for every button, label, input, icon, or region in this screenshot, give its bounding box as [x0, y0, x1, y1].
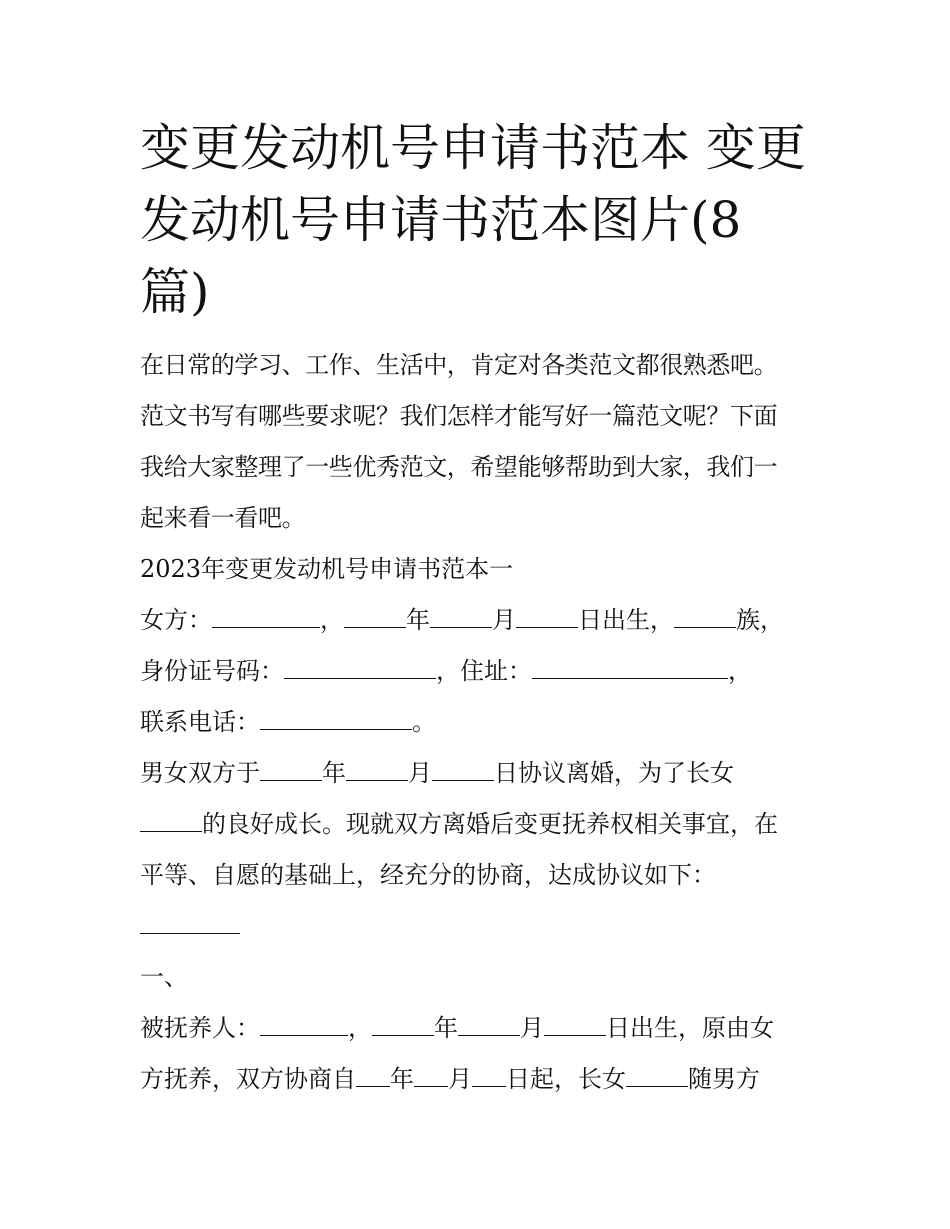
- start-year-blank: [356, 1064, 390, 1087]
- intro-line-4: 起来看一看吧。: [140, 504, 306, 532]
- dependent-line-1: [140, 1003, 820, 1054]
- agreement-line-3: 平等、自愿的基础上，经充分的协商，达成协议如下：: [140, 861, 716, 889]
- phone-blank: [260, 707, 412, 730]
- id-number-label: 身份证号码：: [140, 657, 284, 685]
- separator-blank: [140, 911, 240, 934]
- dependent-day-label: 日出生，原由女: [606, 1014, 774, 1042]
- agreement-prefix: 男女双方于: [140, 759, 260, 787]
- intro-paragraph: [140, 340, 820, 544]
- agreement-paragraph: [140, 748, 820, 952]
- address-end: ，: [728, 657, 752, 685]
- dependent-label: 被抚养人：: [140, 1014, 260, 1042]
- dependent-comma: ，: [348, 1014, 372, 1042]
- ethnic-label: 族，: [736, 606, 784, 634]
- divorce-month-blank: [346, 758, 408, 781]
- item-one: [140, 952, 820, 1003]
- birth-day-blank: [516, 605, 578, 628]
- agreement-line-2-text: 的良好成长。现就双方离婚后变更抚养权相关事宜，在: [202, 810, 778, 838]
- section-heading-text: 2023年变更发动机号申请书范本一: [140, 555, 514, 583]
- address-label: ，住址：: [436, 657, 532, 685]
- day-born-label: 日出生，: [578, 606, 674, 634]
- divorce-year-blank: [260, 758, 322, 781]
- item-one-label: 一、: [140, 963, 188, 991]
- female-comma: ，: [320, 606, 344, 634]
- daughter-name-blank: [140, 809, 202, 832]
- document-title: [140, 112, 820, 328]
- intro-line-2: 范文书写有哪些要求呢？我们怎样才能写好一篇范文呢？下面: [140, 402, 778, 430]
- dependent-month-label: 月: [520, 1014, 544, 1042]
- start-day-label: 日起，长女: [506, 1065, 626, 1093]
- dependent-name-blank: [260, 1013, 348, 1036]
- dependent-line-2-text: 方抚养，双方协商自: [140, 1065, 356, 1093]
- birth-month-blank: [430, 605, 492, 628]
- section-heading: [140, 544, 820, 595]
- divorce-year-label: 年: [322, 759, 346, 787]
- divorce-day-blank: [432, 758, 494, 781]
- female-label: 女方：: [140, 606, 212, 634]
- month-label: 月: [492, 606, 516, 634]
- document-page: [140, 112, 820, 1105]
- start-month-label: 月: [448, 1065, 472, 1093]
- address-blank: [532, 656, 728, 679]
- divorce-day-label: 日协议离婚，为了长女: [494, 759, 734, 787]
- dependent-year-blank: [372, 1013, 434, 1036]
- title-line-2: [140, 184, 820, 256]
- dependent-line-2: [140, 1054, 820, 1105]
- dependent-year-label: 年: [434, 1014, 458, 1042]
- dependent-paragraph: [140, 1003, 820, 1105]
- year-label: 年: [406, 606, 430, 634]
- phone-label: 联系电话：: [140, 708, 260, 736]
- dependent-month-blank: [458, 1013, 520, 1036]
- title-line-1: 变更发动机号申请书范本 变更: [140, 119, 806, 177]
- daughter-name-blank-2: [626, 1064, 688, 1087]
- intro-line-1: 在日常的学习、工作、生活中，肯定对各类范文都很熟悉吧。: [140, 351, 778, 379]
- dependent-day-blank: [544, 1013, 606, 1036]
- agreement-line-2: [140, 799, 820, 850]
- divorce-month-label: 月: [408, 759, 432, 787]
- title-line-2-text: 发动机号申请书范本图片(8: [140, 191, 742, 249]
- female-line-2: [140, 646, 820, 697]
- id-number-blank: [284, 656, 436, 679]
- agreement-line-1: [140, 748, 820, 799]
- title-line-3: 篇): [140, 263, 210, 321]
- separator-line: [140, 901, 820, 952]
- female-line-1: [140, 595, 820, 646]
- female-info: [140, 595, 820, 748]
- phone-end: 。: [412, 708, 436, 736]
- start-day-blank: [472, 1064, 506, 1087]
- female-name-blank: [212, 605, 320, 628]
- start-month-blank: [414, 1064, 448, 1087]
- female-line-3: [140, 697, 820, 748]
- dependent-line-2-end: 随男方: [688, 1065, 760, 1093]
- intro-line-3: 我给大家整理了一些优秀范文，希望能够帮助到大家，我们一: [140, 453, 778, 481]
- ethnic-blank: [674, 605, 736, 628]
- start-year-label: 年: [390, 1065, 414, 1093]
- birth-year-blank: [344, 605, 406, 628]
